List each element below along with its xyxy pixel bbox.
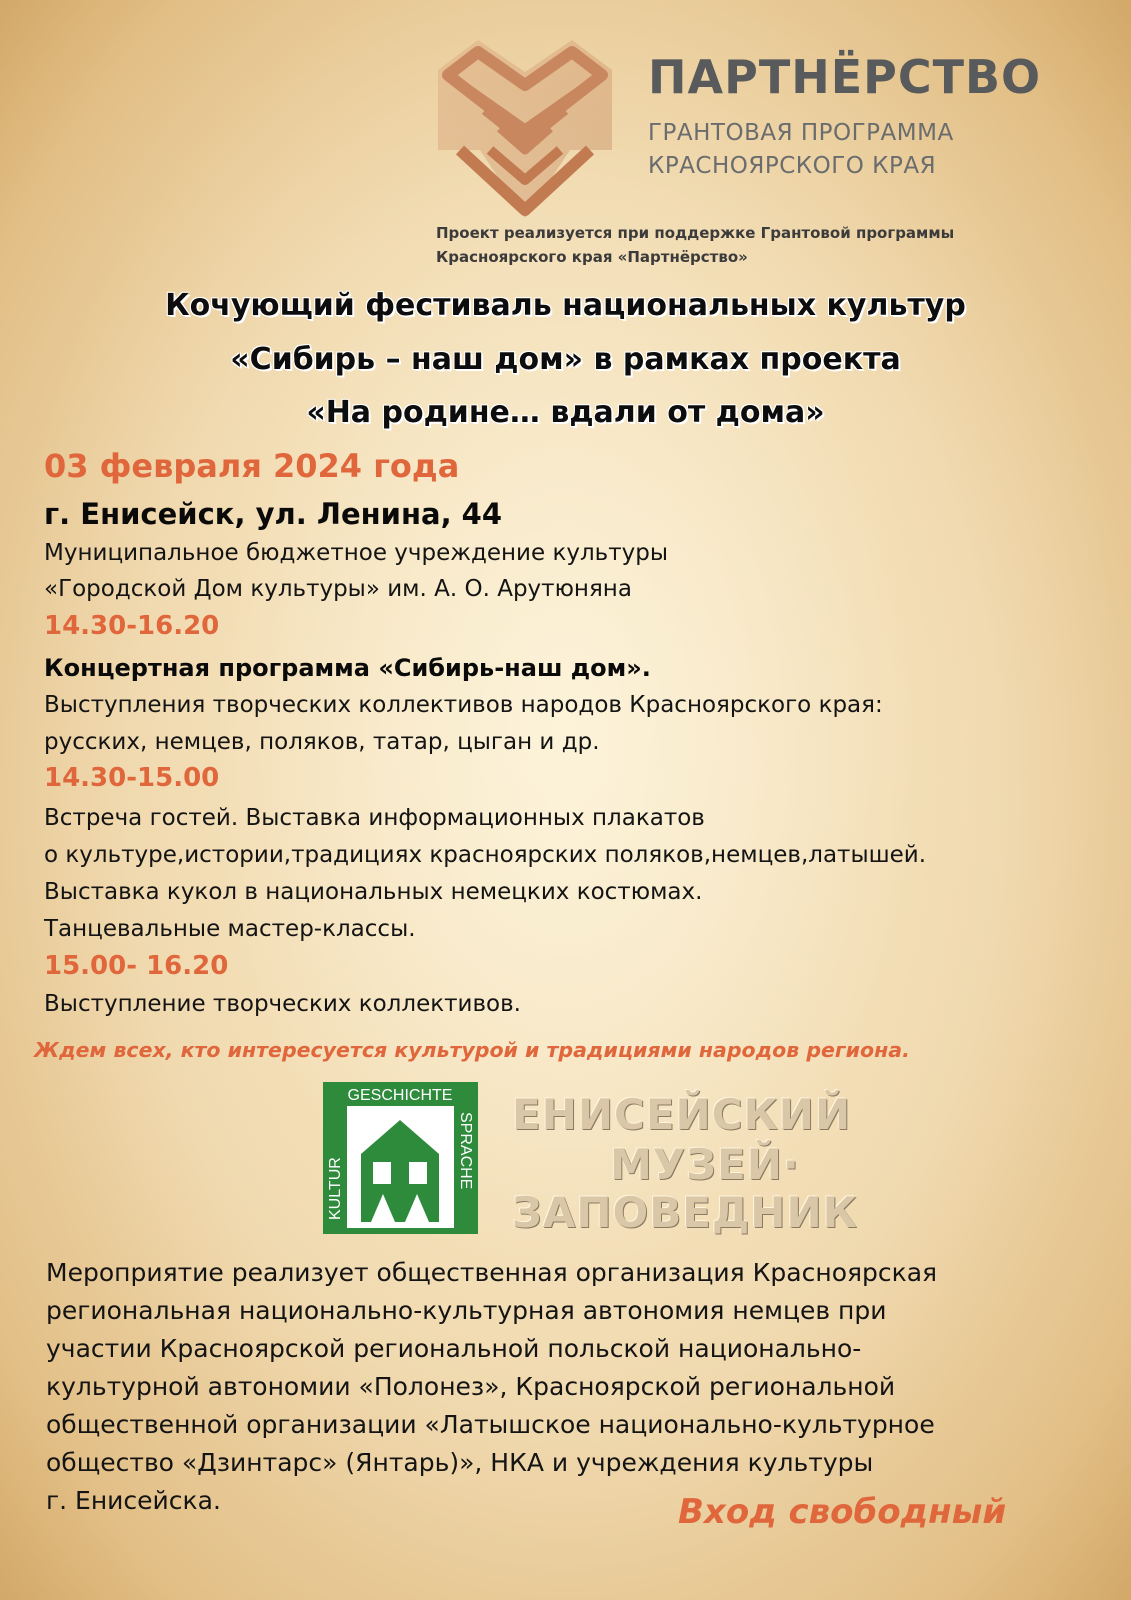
kultur-geschichte-sprache-logo-icon — [323, 1082, 478, 1234]
partnership-heart-logo-icon — [430, 30, 620, 222]
free-entry-text: Вход свободный — [678, 1492, 1007, 1532]
logo-text-kultur: KULTUR — [327, 1157, 344, 1220]
brand-subtitle-line2: КРАСНОЯРСКОГО КРАЯ — [648, 153, 937, 179]
brand-name: ПАРТНЁРСТВО — [648, 50, 1042, 104]
brand-subtitle-line1: ГРАНТОВАЯ ПРОГРАММА — [648, 120, 954, 146]
organizer-line7: г. Енисейска. — [46, 1486, 221, 1515]
museum-name-line1: ЕНИСЕЙСКИЙ — [512, 1090, 852, 1139]
meet-line4: Танцевальные мастер-классы. — [44, 916, 416, 942]
organizer-line1: Мероприятие реализует общественная организация Красноярская — [46, 1258, 938, 1287]
support-text-line2: Красноярского края «Партнёрство» — [436, 248, 748, 266]
venue-line1: Муниципальное бюджетное учреждение культуры — [44, 540, 668, 566]
festival-title-line3: «На родине… вдали от дома» — [306, 395, 825, 430]
performance-line: Выступление творческих коллективов. — [44, 991, 521, 1017]
program-line1: Выступления творческих коллективов народов Красноярского края: — [44, 692, 883, 718]
meet-line2: о культуре,истории,традициях красноярских поляков,немцев,латышей. — [44, 842, 927, 868]
program-line2: русских, немцев, поляков, татар, цыган и др. — [44, 729, 600, 755]
venue-line2: «Городской Дом культуры» им. А. О. Арутюняна — [44, 576, 632, 602]
meet-line3: Выставка кукол в национальных немецких костюмах. — [44, 879, 703, 905]
event-address: г. Енисейск, ул. Ленина, 44 — [44, 497, 503, 531]
organizer-line4: культурной автономии «Полонез», Красноярской региональной — [46, 1372, 896, 1401]
festival-title-line2: «Сибирь – наш дом» в рамках проекта — [230, 342, 901, 377]
program-title: Концертная программа «Сибирь-наш дом». — [44, 654, 651, 682]
museum-name-line2: МУЗЕЙ· — [610, 1140, 800, 1189]
museum-name-line3: ЗАПОВЕДНИК — [512, 1188, 858, 1237]
time-slot-1: 14.30-16.20 — [44, 611, 220, 641]
time-slot-2: 14.30-15.00 — [44, 763, 220, 793]
organizer-line6: общество «Дзинтарс» (Янтарь)», НКА и учреждения культуры — [46, 1448, 874, 1477]
organizer-line3: участии Красноярской региональной польской национально- — [46, 1334, 862, 1363]
support-text-line1: Проект реализуется при поддержке Грантовой программы — [436, 224, 955, 242]
logo-text-sprache: SPRACHE — [457, 1112, 474, 1190]
organizer-line5: общественной организации «Латышское национально-культурное — [46, 1410, 935, 1439]
time-slot-3: 15.00- 16.20 — [44, 951, 229, 981]
logo-text-geschichte: GESCHICHTE — [347, 1087, 453, 1104]
invitation-text: Ждем всех, кто интересуется культурой и традициями народов региона. — [34, 1038, 910, 1062]
meet-line1: Встреча гостей. Выставка информационных плакатов — [44, 805, 705, 831]
event-date: 03 февраля 2024 года — [44, 447, 460, 485]
organizer-line2: региональная национально-культурная автономия немцев при — [46, 1296, 887, 1325]
festival-title-line1: Кочующий фестиваль национальных культур — [165, 288, 966, 323]
